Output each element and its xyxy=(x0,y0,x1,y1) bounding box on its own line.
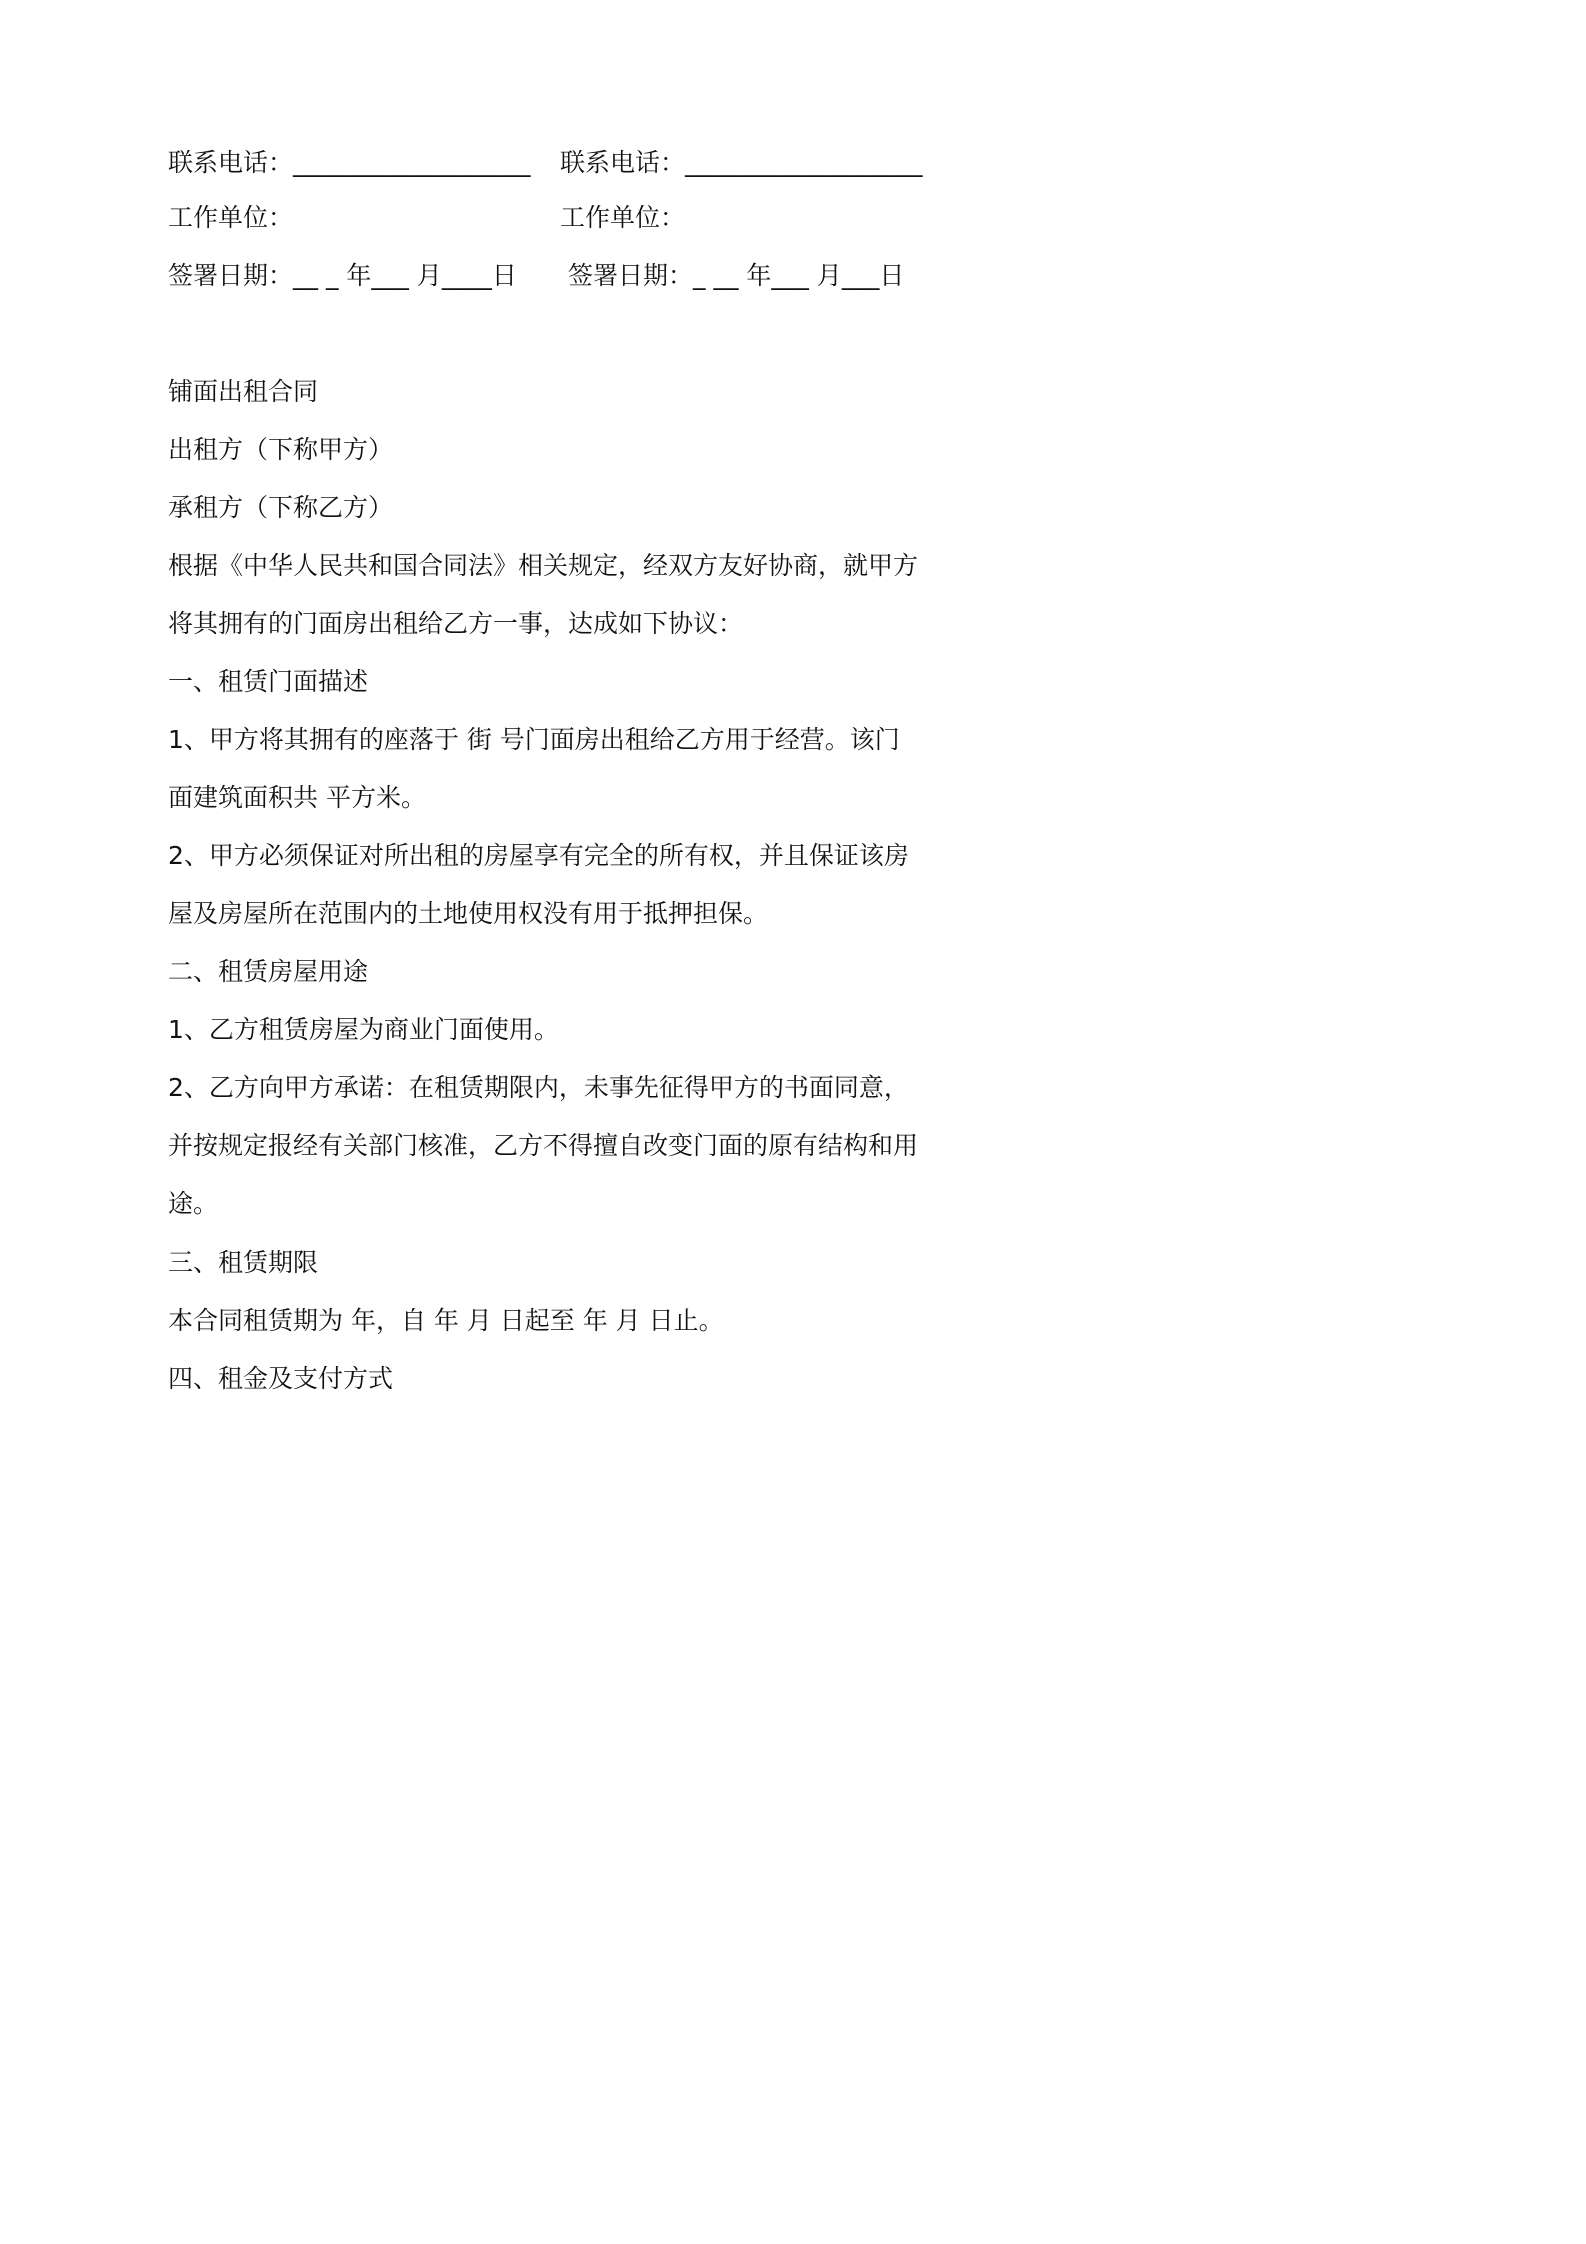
intro-paragraph-line-1: 根据《中华人民共和国合同法》相关规定，经双方友好协商，就甲方 xyxy=(168,551,919,580)
section-4-heading: 四、租金及支付方式 xyxy=(168,1364,394,1393)
section-2-heading: 二、租赁房屋用途 xyxy=(168,957,369,986)
section-1-heading: 一、租赁门面描述 xyxy=(168,667,369,696)
section-2-item-2-line-1: 2、乙方向甲方承诺：在租赁期限内，未事先征得甲方的书面同意， xyxy=(168,1073,909,1102)
section-1-item-1-line-2: 面建筑面积共 平方米。 xyxy=(168,783,426,812)
lessor-phone-field: 联系电话：___________________ xyxy=(168,148,531,177)
lessee-line: 承租方（下称乙方） xyxy=(168,493,394,522)
section-1-item-2-line-2: 屋及房屋所在范围内的土地使用权没有用于抵押担保。 xyxy=(168,899,769,928)
lessor-sign-date-field: 签署日期：__ _ 年___ 月____日 xyxy=(168,261,517,290)
lessor-line: 出租方（下称甲方） xyxy=(168,435,394,464)
section-1-item-2-line-1: 2、甲方必须保证对所出租的房屋享有完全的所有权，并且保证该房 xyxy=(168,841,909,870)
lessee-sign-date-field: 签署日期：_ __ 年___ 月___日 xyxy=(568,261,905,290)
section-1-item-1-line-1: 1、甲方将其拥有的座落于 街 号门面房出租给乙方用于经营。该门 xyxy=(168,725,900,754)
contract-title: 铺面出租合同 xyxy=(168,377,319,406)
section-2-item-2-line-3: 途。 xyxy=(168,1189,219,1218)
lessee-phone-field: 联系电话：___________________ xyxy=(560,148,923,177)
section-3-text: 本合同租赁期为 年，自 年 月 日起至 年 月 日止。 xyxy=(168,1306,724,1335)
lessee-work-unit-field: 工作单位： xyxy=(560,203,686,232)
intro-paragraph-line-2: 将其拥有的门面房出租给乙方一事，达成如下协议： xyxy=(168,609,744,638)
section-3-heading: 三、租赁期限 xyxy=(168,1248,319,1277)
section-2-item-2-line-2: 并按规定报经有关部门核准，乙方不得擅自改变门面的原有结构和用 xyxy=(168,1131,919,1160)
section-2-item-1: 1、乙方租赁房屋为商业门面使用。 xyxy=(168,1015,559,1044)
lessor-work-unit-field: 工作单位： xyxy=(168,203,294,232)
